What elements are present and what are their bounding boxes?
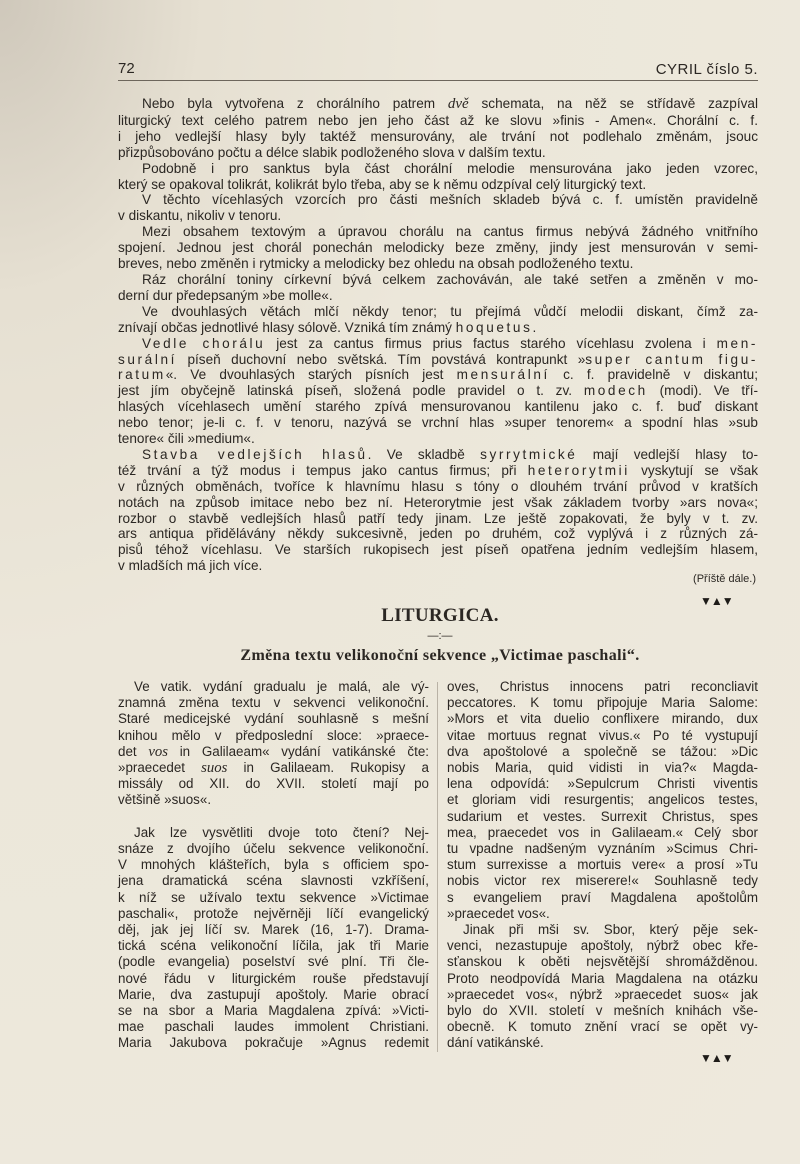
spaced-emphasis-text: men- bbox=[716, 335, 758, 351]
text-line: notách na způsob imitace nebo bez ní. Heterorytmie jest však základem tvorby »ars nova«; bbox=[118, 494, 758, 510]
text-line: stum surrexisse a mortuis vere« a prosí »Tu bbox=[447, 857, 758, 873]
text-line bbox=[118, 336, 758, 352]
spaced-emphasis-text: heterorytmii bbox=[527, 462, 630, 478]
text-run: schemata, na něž se střídavě zazpíval bbox=[468, 96, 758, 111]
text-line bbox=[118, 96, 758, 113]
text-line: »Mors et vita duelio conflixere mirando, dux bbox=[447, 711, 758, 727]
text-line: Jak lze vysvětliti dvoje toto čtení? Nej- bbox=[134, 824, 429, 840]
text-line: i jeho vedlejší hlasy byly taktéž mensurovány, ale trvání not podlehalo změnám, jsouc bbox=[118, 128, 758, 144]
spaced-emphasis-text: super cantum figu- bbox=[585, 351, 758, 367]
text-line: »praecedet vos«, nýbrž »praecedet suos« jak bbox=[447, 986, 758, 1002]
text-line: Mezi obsahem textovým a úpravou chorálu na cantus firmus nebývá žádného vnitřního bbox=[142, 224, 758, 240]
text-line: Jinak při mši sv. Sbor, který pěje sek- bbox=[463, 922, 758, 938]
text-line: mea, praecedet vos in Galilaeam.« Celý sbor bbox=[447, 824, 758, 840]
text-line: nobis Maria, quid vidisti in via?« Magda- bbox=[447, 760, 758, 776]
text-line: se na sbor a Maria Magdalena zpívá: »Victi- bbox=[118, 1003, 429, 1019]
text-line: paschali«, protože nejvěrněji líčí evangelický bbox=[118, 905, 429, 921]
text-line: rozbor o stavbě vedlejších hlasů patří tedy jinam. Lze ještě zopakovati, že byly v t. zv. bbox=[118, 510, 758, 526]
text-line: V mnohých klášteřích, byla s officiem spo- bbox=[118, 857, 429, 873]
text-line: missály od XII. do XVII. století mají po bbox=[118, 776, 429, 792]
text-line: »praecedet vos«. bbox=[447, 905, 550, 921]
text-line: v různých obměnách, tvoříce k hlavnímu hlasu s tóny o dlouhém trvání průvod v kratších bbox=[118, 478, 758, 494]
spaced-emphasis-text: mensurální bbox=[456, 367, 550, 383]
spaced-emphasis-text: ratum bbox=[118, 367, 166, 383]
text-line: venci, nezastupuje apoštoly, nýbrž obec kře- bbox=[447, 938, 758, 954]
text-line: v mladších má jich více. bbox=[118, 558, 263, 574]
spaced-emphasis-text: Stavba vedlejších hlasů bbox=[142, 446, 368, 462]
text-line: V těchto vícehlasých vzorcích pro části mešních skladeb bývá c. f. umístěn pravidelně bbox=[142, 192, 758, 208]
paragraph bbox=[447, 679, 758, 922]
paragraph-gap bbox=[118, 809, 429, 825]
column-divider bbox=[437, 682, 438, 1052]
text-run: det bbox=[118, 743, 149, 759]
text-run: mají vedlejší hlasy to- bbox=[577, 446, 758, 462]
text-run: . bbox=[532, 319, 537, 335]
italic-text: dvě bbox=[447, 96, 469, 112]
text-line: liturgický text celého patrem nebo jen jeho část až ke slovu »finis - Amen«. Chorální c. f. bbox=[118, 112, 758, 128]
section-title: LITURGICA. bbox=[381, 605, 499, 626]
text-line: dání vatikánské. bbox=[447, 1035, 544, 1051]
text-line: k níž se užívalo textu sekvence »Victimae bbox=[118, 889, 429, 905]
text-line: sťanskou k oběti nejsvětější shromážděnou. bbox=[447, 954, 758, 970]
running-head: CYRIL číslo 5. bbox=[655, 61, 758, 78]
text-line: spojení. Jednou jest chorál ponechán melodicky beze změny, jindy jest mensurován v semi- bbox=[118, 240, 758, 256]
text-line: Ve vatik. vydání gradualu je malá, ale vý- bbox=[134, 679, 429, 694]
text-run: jest za cantus firmus prius factus starého vícehlasu zvolena i bbox=[265, 335, 717, 351]
text-line: obecně. K tomuto znění vrací se opět vy- bbox=[447, 1019, 758, 1035]
text-line: Ráz chorální toniny církevní bývá celkem zachováván, ale také setřen a změněn v mo- bbox=[142, 271, 758, 287]
text-line bbox=[118, 760, 429, 776]
text-line: Maria Jakubova pokračuje »Agnus redemit bbox=[118, 1035, 429, 1051]
text-line: pisů téhož vícehlasu. Ve starších rukopisech jest píseň opatřena jedním vedlejším hlasem, bbox=[118, 542, 758, 558]
text-line: lena odpovídá: »Sepulcrum Christi viventis bbox=[447, 776, 758, 792]
ornament-icon: ▼▲▼ bbox=[700, 1051, 733, 1065]
ornament-icon: ▼▲▼ bbox=[700, 594, 733, 608]
text-run: znívají občas jednotlivé hlasy sólově. Vzniká tím známý bbox=[118, 319, 456, 335]
text-run: též trvání a týž modus i tempus jako cantus firmus; při bbox=[118, 462, 528, 478]
text-line: nebo tenor; je-li c. f. v tenoru, nazývá se vrchní hlas »super tenorem« a spodní hlas »sub bbox=[118, 415, 758, 431]
text-line bbox=[118, 367, 758, 383]
text-line: Ve dvouhlasých větách mlčí někdy tenor; tu přejímá vůdčí melodii diskant, čímž za- bbox=[142, 303, 758, 319]
text-line: tenore« čili »medium«. bbox=[118, 431, 255, 447]
article-continuation-text bbox=[118, 96, 758, 574]
text-run: «. Ve dvouhlasých starých písních jest bbox=[165, 367, 457, 383]
text-line: knihou mělo v předposlední sloce: »praece- bbox=[118, 727, 429, 743]
italic-text: suos bbox=[201, 760, 228, 777]
text-line bbox=[118, 463, 758, 479]
text-run: in Galilaeam. Rukopisy a bbox=[227, 760, 429, 776]
text-line: Podobně i pro sanktus byla část chorální melodie mensurována jako jeden vzorec, bbox=[142, 160, 758, 176]
text-line: mae paschali laudes immolent Christiani. bbox=[118, 1019, 429, 1035]
text-line: přizpůsobováno počtu a délce slabik podloženého slova v dalším textu. bbox=[118, 144, 546, 160]
italic-text: vos bbox=[148, 743, 168, 760]
spaced-emphasis-text: hoquetus bbox=[455, 319, 533, 335]
text-run: jest jím obyčejně latinská píseň, složená podle pravidel o t. zv. bbox=[118, 383, 584, 399]
text-line: nobis victor rex miserere!« Souhlasně tedy bbox=[447, 873, 758, 889]
page-number: 72 bbox=[118, 60, 135, 77]
paragraph bbox=[447, 922, 758, 1052]
paragraph bbox=[118, 161, 758, 193]
text-line bbox=[118, 320, 758, 336]
article-title: Změna textu velikonoční sekvence „Victimae paschali“. bbox=[240, 647, 640, 664]
text-line: v diskantu, nikoliv v tenoru. bbox=[118, 208, 282, 224]
text-run: c. f. pravidelně v diskantu; bbox=[549, 367, 758, 383]
paragraph bbox=[118, 272, 758, 304]
text-line: s evangeliem praví Magdalena apoštolům bbox=[447, 889, 758, 905]
spaced-emphasis-text: syrrytmické bbox=[480, 446, 578, 462]
left-column bbox=[118, 679, 429, 1052]
text-line: oves, Christus innocens patri reconcliavit bbox=[447, 679, 758, 694]
text-run: vyskytují se však bbox=[629, 462, 758, 478]
text-line: snáze z dvojího účelu sekvence velikonoční. bbox=[118, 841, 429, 857]
text-line: derní dur předepsaným »be molle«. bbox=[118, 287, 333, 303]
text-line: ars antiqua přidělávány někdy sukcesivně, jeden po druhém, což vyplývá i z různých zá- bbox=[118, 526, 758, 542]
text-line: Proto neodpovídá Maria Magdalena na otázku bbox=[447, 970, 758, 986]
text-line: breves, nebo změněn i rytmicky a melodicky bez ohledu na obsah podloženého textu. bbox=[118, 256, 634, 272]
text-line: sudarium et vestes. Surrexit Christus, spes bbox=[447, 808, 758, 824]
text-line: znamná změna textu v sekvenci velikonoční. bbox=[118, 695, 429, 711]
paragraph bbox=[118, 192, 758, 224]
section-separator: —:— bbox=[427, 630, 453, 642]
paragraph bbox=[118, 224, 758, 272]
continued-note: (Příště dále.) bbox=[693, 573, 756, 585]
text-run: píseň duchovní nebo světská. Tím povstává kontrapunkt » bbox=[177, 351, 586, 367]
text-line: nové řádu v liturgickém rouše představují bbox=[118, 970, 429, 986]
paragraph bbox=[118, 447, 758, 574]
text-line: (podle evangelia) poselství své plní. Tři čle- bbox=[118, 954, 429, 970]
text-line: bylo do XVII. století v mešních knihách vše- bbox=[447, 1003, 758, 1019]
text-line: děj, jak jej líčí sv. Marek (16, 1-7). Drama- bbox=[118, 922, 429, 938]
paragraph bbox=[118, 304, 758, 336]
text-run: »praecedet bbox=[118, 760, 202, 776]
text-line: et gloriam vidi resurgentis; angelicos testes, bbox=[447, 792, 758, 808]
text-line: vitae mortuus regnat vivus.« Po té vystupují bbox=[447, 727, 758, 743]
spaced-emphasis-text: surální bbox=[118, 351, 178, 367]
text-line bbox=[118, 744, 429, 760]
text-line: většině »suos«. bbox=[118, 792, 212, 808]
text-line: který se opakoval tolikrát, kolikrát bylo třeba, aby se k němu odzpíval celý liturgický text. bbox=[118, 176, 647, 192]
paragraph bbox=[118, 825, 429, 1052]
text-run: in Galilaeam« vydání vatikánské čte: bbox=[167, 743, 429, 759]
text-line: dva apoštolové a společně se tážou: »Dic bbox=[447, 743, 758, 759]
text-line: hlasých vícehlasech umění starého zpívá mensurovanou kantilenu jako c. f. buď diskant bbox=[118, 399, 758, 415]
text-line bbox=[118, 352, 758, 368]
text-run: Nebo byla vytvořena z chorálního patrem bbox=[142, 96, 448, 111]
right-column bbox=[447, 679, 758, 1052]
text-line: tická scéna velikonoční líčila, jak tři Marie bbox=[118, 938, 429, 954]
paragraph bbox=[118, 336, 758, 447]
text-line: Marie, dva zastupují apoštoly. Marie obrací bbox=[118, 986, 429, 1002]
spaced-emphasis-text: modech bbox=[583, 383, 648, 399]
spaced-emphasis-text: Vedle chorálu bbox=[142, 335, 266, 351]
text-line bbox=[118, 447, 758, 463]
paragraph bbox=[118, 679, 429, 809]
page-header bbox=[118, 60, 758, 81]
text-line: peccatores. K tomu připojuje Maria Salome: bbox=[447, 695, 758, 711]
text-line: tu vpadne nadšeným vyznáním »Scimus Chri- bbox=[447, 841, 758, 857]
text-run: . Ve skladbě bbox=[367, 446, 481, 462]
text-line: jena dramatická scéna slavnosti vzkříšení, bbox=[118, 873, 429, 889]
text-run: (modi). Ve tří- bbox=[647, 383, 758, 399]
paragraph bbox=[118, 96, 758, 161]
text-line: Staré medicejské vydání souhlasně s mešní bbox=[118, 711, 429, 727]
text-line bbox=[118, 383, 758, 399]
